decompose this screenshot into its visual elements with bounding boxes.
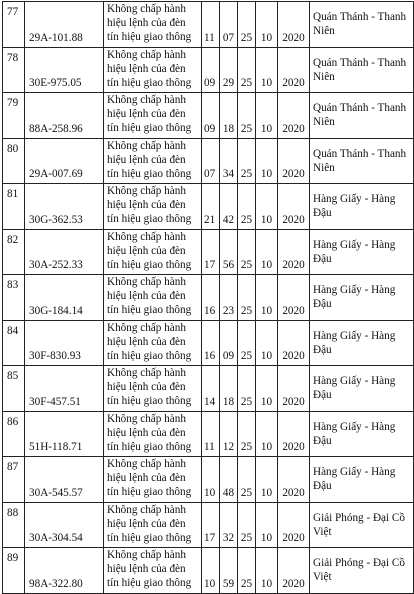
license-plate-text: 88A-258.96 [29, 122, 83, 135]
violation-line: hiệu lệnh của đèn [107, 199, 186, 212]
hour [202, 47, 220, 93]
license-plate [25, 366, 104, 412]
violation [104, 366, 202, 412]
violation [104, 502, 202, 548]
year-text: 2020 [282, 259, 305, 271]
location-line: Hàng Giấy - Hàng [313, 375, 396, 387]
year-text: 2020 [282, 77, 305, 89]
month-text: 10 [260, 486, 273, 499]
location-line: Đậu [313, 389, 332, 401]
row-number [3, 229, 25, 275]
location [310, 320, 414, 366]
row-number-text: 77 [7, 6, 19, 18]
year-text: 2020 [282, 304, 305, 317]
location-line: Việt [313, 571, 332, 583]
minute-text: 12 [222, 441, 235, 453]
month-text: 10 [260, 122, 273, 135]
violation [104, 138, 202, 184]
location-line: Hàng Giấy - Hàng [313, 238, 396, 251]
table-row [3, 320, 414, 366]
minute [220, 47, 238, 93]
violations-table-page [2, 1, 414, 594]
location-line: Đậu [313, 343, 332, 356]
hour [202, 366, 220, 412]
violation-line: tín hiệu giao thông [107, 76, 192, 89]
violation [104, 548, 202, 594]
year-text: 2020 [282, 31, 305, 44]
license-plate-text: 29A-007.69 [29, 168, 83, 180]
hour [202, 275, 220, 321]
license-plate-text: 30G-362.53 [29, 213, 83, 226]
license-plate [25, 229, 104, 275]
violation-line: hiệu lệnh của đèn [107, 563, 186, 576]
violation-line: tín hiệu giao thông [107, 486, 192, 499]
month-text: 10 [260, 350, 273, 362]
license-plate [25, 320, 104, 366]
license-plate-text: 30F-457.51 [29, 395, 81, 408]
year [278, 138, 310, 184]
minute-text: 09 [222, 350, 235, 362]
violation-line: tín hiệu giao thông [107, 531, 192, 544]
day [238, 2, 256, 48]
location-line: Giải Phóng - Đại Cồ [313, 557, 405, 569]
hour [202, 548, 220, 594]
day-text: 25 [240, 168, 253, 180]
hour [202, 138, 220, 184]
row-number [3, 411, 25, 457]
minute-text: 56 [222, 259, 235, 271]
year [278, 184, 310, 230]
license-plate-text: 30A-545.57 [29, 486, 83, 499]
row-number-text: 82 [7, 233, 19, 246]
minute [220, 93, 238, 139]
month-text: 10 [260, 441, 273, 453]
location [310, 229, 414, 275]
minute [220, 457, 238, 503]
row-number-text: 78 [7, 51, 19, 64]
hour-text: 17 [204, 259, 216, 271]
year [278, 411, 310, 457]
violation-line: hiệu lệnh của đèn [107, 153, 186, 166]
violation-line: hiệu lệnh của đèn [107, 17, 186, 30]
violation [104, 184, 202, 230]
hour-text: 11 [204, 31, 215, 44]
violation-line: hiệu lệnh của đèn [107, 335, 186, 348]
day-text: 25 [240, 350, 253, 362]
minute [220, 502, 238, 548]
year [278, 320, 310, 366]
row-number-text: 80 [7, 142, 19, 155]
hour-text: 17 [204, 532, 216, 544]
minute [220, 275, 238, 321]
violation-line: hiệu lệnh của đèn [107, 62, 186, 75]
violation-line: Không chấp hành [107, 139, 186, 152]
month [256, 366, 278, 412]
minute-text: 48 [222, 486, 235, 499]
license-plate [25, 548, 104, 594]
license-plate [25, 184, 104, 230]
row-number [3, 138, 25, 184]
row-number [3, 47, 25, 93]
license-plate [25, 502, 104, 548]
violation-line: Không chấp hành [107, 3, 186, 15]
minute-text: 42 [222, 213, 235, 226]
month-text: 10 [260, 304, 273, 317]
month [256, 93, 278, 139]
minute [220, 320, 238, 366]
violation [104, 47, 202, 93]
hour-text: 09 [204, 122, 216, 135]
hour-text: 16 [204, 304, 216, 317]
table-row [3, 548, 414, 594]
day-text: 25 [240, 577, 253, 590]
violation-line: tín hiệu giao thông [107, 258, 192, 271]
minute [220, 138, 238, 184]
location [310, 2, 414, 48]
table-row [3, 366, 414, 412]
row-number [3, 502, 25, 548]
table-row [3, 138, 414, 184]
violation-line: hiệu lệnh của đèn [107, 517, 186, 530]
violation-line: Không chấp hành [107, 94, 186, 106]
day-text: 25 [240, 486, 253, 499]
minute-text: 18 [222, 122, 235, 135]
year-text: 2020 [282, 213, 305, 226]
violation-line: Không chấp hành [107, 549, 186, 561]
day-text: 25 [240, 304, 253, 317]
location-line: Niên [313, 116, 335, 128]
day-text: 25 [240, 395, 253, 408]
row-number [3, 457, 25, 503]
day [238, 457, 256, 503]
year [278, 47, 310, 93]
month [256, 502, 278, 548]
violation [104, 229, 202, 275]
location [310, 93, 414, 139]
hour [202, 411, 220, 457]
row-number [3, 366, 25, 412]
violation-line: tín hiệu giao thông [107, 349, 192, 362]
month [256, 138, 278, 184]
license-plate-text: 30A-252.33 [29, 259, 83, 271]
minute [220, 2, 238, 48]
month [256, 229, 278, 275]
year-text: 2020 [282, 441, 305, 453]
violation [104, 275, 202, 321]
violation-line: Không chấp hành [107, 48, 186, 61]
hour-text: 14 [204, 395, 216, 408]
minute-text: 23 [222, 304, 235, 317]
location-line: Đậu [313, 207, 332, 219]
violation-line: tín hiệu giao thông [107, 395, 192, 408]
hour-text: 10 [204, 486, 216, 499]
year-text: 2020 [282, 395, 305, 408]
violation-line: hiệu lệnh của đèn [107, 472, 186, 485]
day [238, 138, 256, 184]
day-text: 25 [240, 532, 253, 544]
month [256, 275, 278, 321]
location-line: Hàng Giấy - Hàng [313, 466, 396, 478]
location-line: Quán Thánh - Thanh [313, 102, 407, 114]
day [238, 366, 256, 412]
license-plate-text: 51H-118.71 [29, 441, 83, 453]
license-plate [25, 47, 104, 93]
month-text: 10 [260, 532, 273, 544]
month-text: 10 [260, 213, 273, 226]
license-plate-text: 30E-975.05 [29, 77, 82, 89]
violation-line: Không chấp hành [107, 230, 186, 243]
day-text: 25 [240, 441, 253, 453]
location [310, 184, 414, 230]
violation [104, 457, 202, 503]
day-text: 25 [240, 213, 253, 226]
minute [220, 229, 238, 275]
license-plate-text: 30A-304.54 [29, 532, 83, 544]
row-number-text: 86 [7, 415, 19, 428]
violation-line: tín hiệu giao thông [107, 440, 192, 453]
violations-table [2, 1, 414, 594]
row-number-text: 83 [7, 279, 19, 291]
location-line: Niên [313, 161, 335, 174]
month-text: 10 [260, 259, 273, 271]
row-number [3, 320, 25, 366]
location-line: Hàng Giấy - Hàng [313, 284, 396, 296]
violation-line: tín hiệu giao thông [107, 304, 192, 317]
month [256, 320, 278, 366]
violation-line: hiệu lệnh của đèn [107, 244, 186, 257]
row-number-text: 87 [7, 461, 19, 473]
location-line: Hàng Giấy - Hàng [313, 329, 396, 342]
hour [202, 457, 220, 503]
license-plate-text: 30F-830.93 [29, 350, 81, 362]
day-text: 25 [240, 77, 253, 89]
table-body [3, 2, 414, 594]
row-number [3, 2, 25, 48]
location-line: Đậu [313, 480, 332, 492]
row-number-text: 79 [7, 97, 19, 109]
year-text: 2020 [282, 532, 305, 544]
location-line: Hàng Giấy - Hàng [313, 193, 396, 205]
minute [220, 366, 238, 412]
violation-line: tín hiệu giao thông [107, 213, 192, 226]
row-number [3, 184, 25, 230]
day [238, 411, 256, 457]
violation-line: hiệu lệnh của đèn [107, 108, 186, 121]
year [278, 457, 310, 503]
violation-line: Không chấp hành [107, 412, 186, 425]
violation-line: tín hiệu giao thông [107, 577, 192, 590]
table-row [3, 47, 414, 93]
day [238, 275, 256, 321]
year-text: 2020 [282, 350, 305, 362]
location [310, 366, 414, 412]
minute [220, 411, 238, 457]
hour-text: 07 [204, 168, 216, 180]
day [238, 502, 256, 548]
minute-text: 32 [222, 532, 235, 544]
table-row [3, 411, 414, 457]
location-line: Quán Thánh - Thanh [313, 11, 407, 23]
minute [220, 184, 238, 230]
row-number [3, 93, 25, 139]
violation-line: Không chấp hành [107, 276, 186, 288]
month [256, 47, 278, 93]
violation [104, 411, 202, 457]
row-number [3, 548, 25, 594]
hour [202, 184, 220, 230]
location [310, 47, 414, 93]
location [310, 457, 414, 503]
day-text: 25 [240, 259, 253, 271]
location [310, 411, 414, 457]
violation-line: hiệu lệnh của đèn [107, 381, 186, 394]
day-text: 25 [240, 31, 253, 44]
day [238, 93, 256, 139]
location [310, 502, 414, 548]
location-line: Niên [313, 25, 335, 37]
hour-text: 21 [204, 213, 216, 226]
year [278, 366, 310, 412]
hour-text: 09 [204, 77, 216, 89]
year [278, 548, 310, 594]
violation [104, 2, 202, 48]
month-text: 10 [260, 77, 273, 89]
table-row [3, 275, 414, 321]
year [278, 502, 310, 548]
location [310, 275, 414, 321]
year [278, 2, 310, 48]
day [238, 548, 256, 594]
year-text: 2020 [282, 486, 305, 499]
day [238, 47, 256, 93]
month-text: 10 [260, 395, 273, 408]
minute-text: 34 [222, 168, 235, 180]
minute-text: 07 [222, 31, 235, 44]
year-text: 2020 [282, 122, 305, 135]
hour [202, 93, 220, 139]
minute-text: 29 [222, 77, 235, 89]
violation-line: tín hiệu giao thông [107, 122, 192, 135]
location-line: Niên [313, 70, 335, 83]
license-plate-text: 98A-322.80 [29, 577, 83, 590]
minute-text: 18 [222, 395, 235, 408]
violation-line: Không chấp hành [107, 367, 186, 379]
year [278, 93, 310, 139]
day-text: 25 [240, 122, 253, 135]
location-line: Quán Thánh - Thanh [313, 56, 407, 69]
table-row [3, 502, 414, 548]
location-line: Giải Phóng - Đại Cồ [313, 511, 405, 524]
violation-line: Không chấp hành [107, 503, 186, 516]
row-number [3, 275, 25, 321]
row-number-text: 81 [7, 188, 19, 200]
license-plate [25, 411, 104, 457]
violation-line: hiệu lệnh của đèn [107, 290, 186, 303]
table-row [3, 2, 414, 48]
row-number-text: 85 [7, 370, 19, 382]
year-text: 2020 [282, 577, 305, 590]
hour [202, 229, 220, 275]
day [238, 184, 256, 230]
year-text: 2020 [282, 168, 305, 180]
day [238, 320, 256, 366]
month [256, 2, 278, 48]
month [256, 184, 278, 230]
location [310, 548, 414, 594]
table-row [3, 93, 414, 139]
location-line: Đậu [313, 434, 332, 447]
violation-line: hiệu lệnh của đèn [107, 426, 186, 439]
hour [202, 320, 220, 366]
day [238, 229, 256, 275]
month [256, 548, 278, 594]
violation-line: tín hiệu giao thông [107, 31, 192, 44]
license-plate [25, 93, 104, 139]
location-line: Đậu [313, 252, 332, 265]
month [256, 411, 278, 457]
hour-text: 16 [204, 350, 216, 362]
hour-text: 11 [204, 441, 215, 453]
violation-line: Không chấp hành [107, 321, 186, 334]
violation-line: tín hiệu giao thông [107, 167, 192, 180]
location-line: Hàng Giấy - Hàng [313, 420, 396, 433]
license-plate [25, 457, 104, 503]
location-line: Đậu [313, 298, 332, 310]
month-text: 10 [260, 577, 273, 590]
row-number-text: 88 [7, 506, 19, 519]
table-row [3, 229, 414, 275]
year [278, 275, 310, 321]
month [256, 457, 278, 503]
row-number-text: 84 [7, 324, 19, 337]
hour [202, 502, 220, 548]
row-number-text: 89 [7, 552, 19, 564]
license-plate-text: 29A-101.88 [29, 31, 83, 44]
minute [220, 548, 238, 594]
location-line: Việt [313, 525, 332, 538]
minute-text: 59 [222, 577, 235, 590]
hour [202, 2, 220, 48]
month-text: 10 [260, 31, 273, 44]
table-row [3, 457, 414, 503]
violation [104, 93, 202, 139]
violation [104, 320, 202, 366]
year [278, 229, 310, 275]
license-plate [25, 138, 104, 184]
hour-text: 10 [204, 577, 216, 590]
license-plate [25, 275, 104, 321]
table-row [3, 184, 414, 230]
violation-line: Không chấp hành [107, 185, 186, 197]
license-plate-text: 30G-184.14 [29, 304, 83, 317]
license-plate [25, 2, 104, 48]
month-text: 10 [260, 168, 273, 180]
location-line: Quán Thánh - Thanh [313, 147, 407, 160]
location [310, 138, 414, 184]
violation-line: Không chấp hành [107, 458, 186, 470]
